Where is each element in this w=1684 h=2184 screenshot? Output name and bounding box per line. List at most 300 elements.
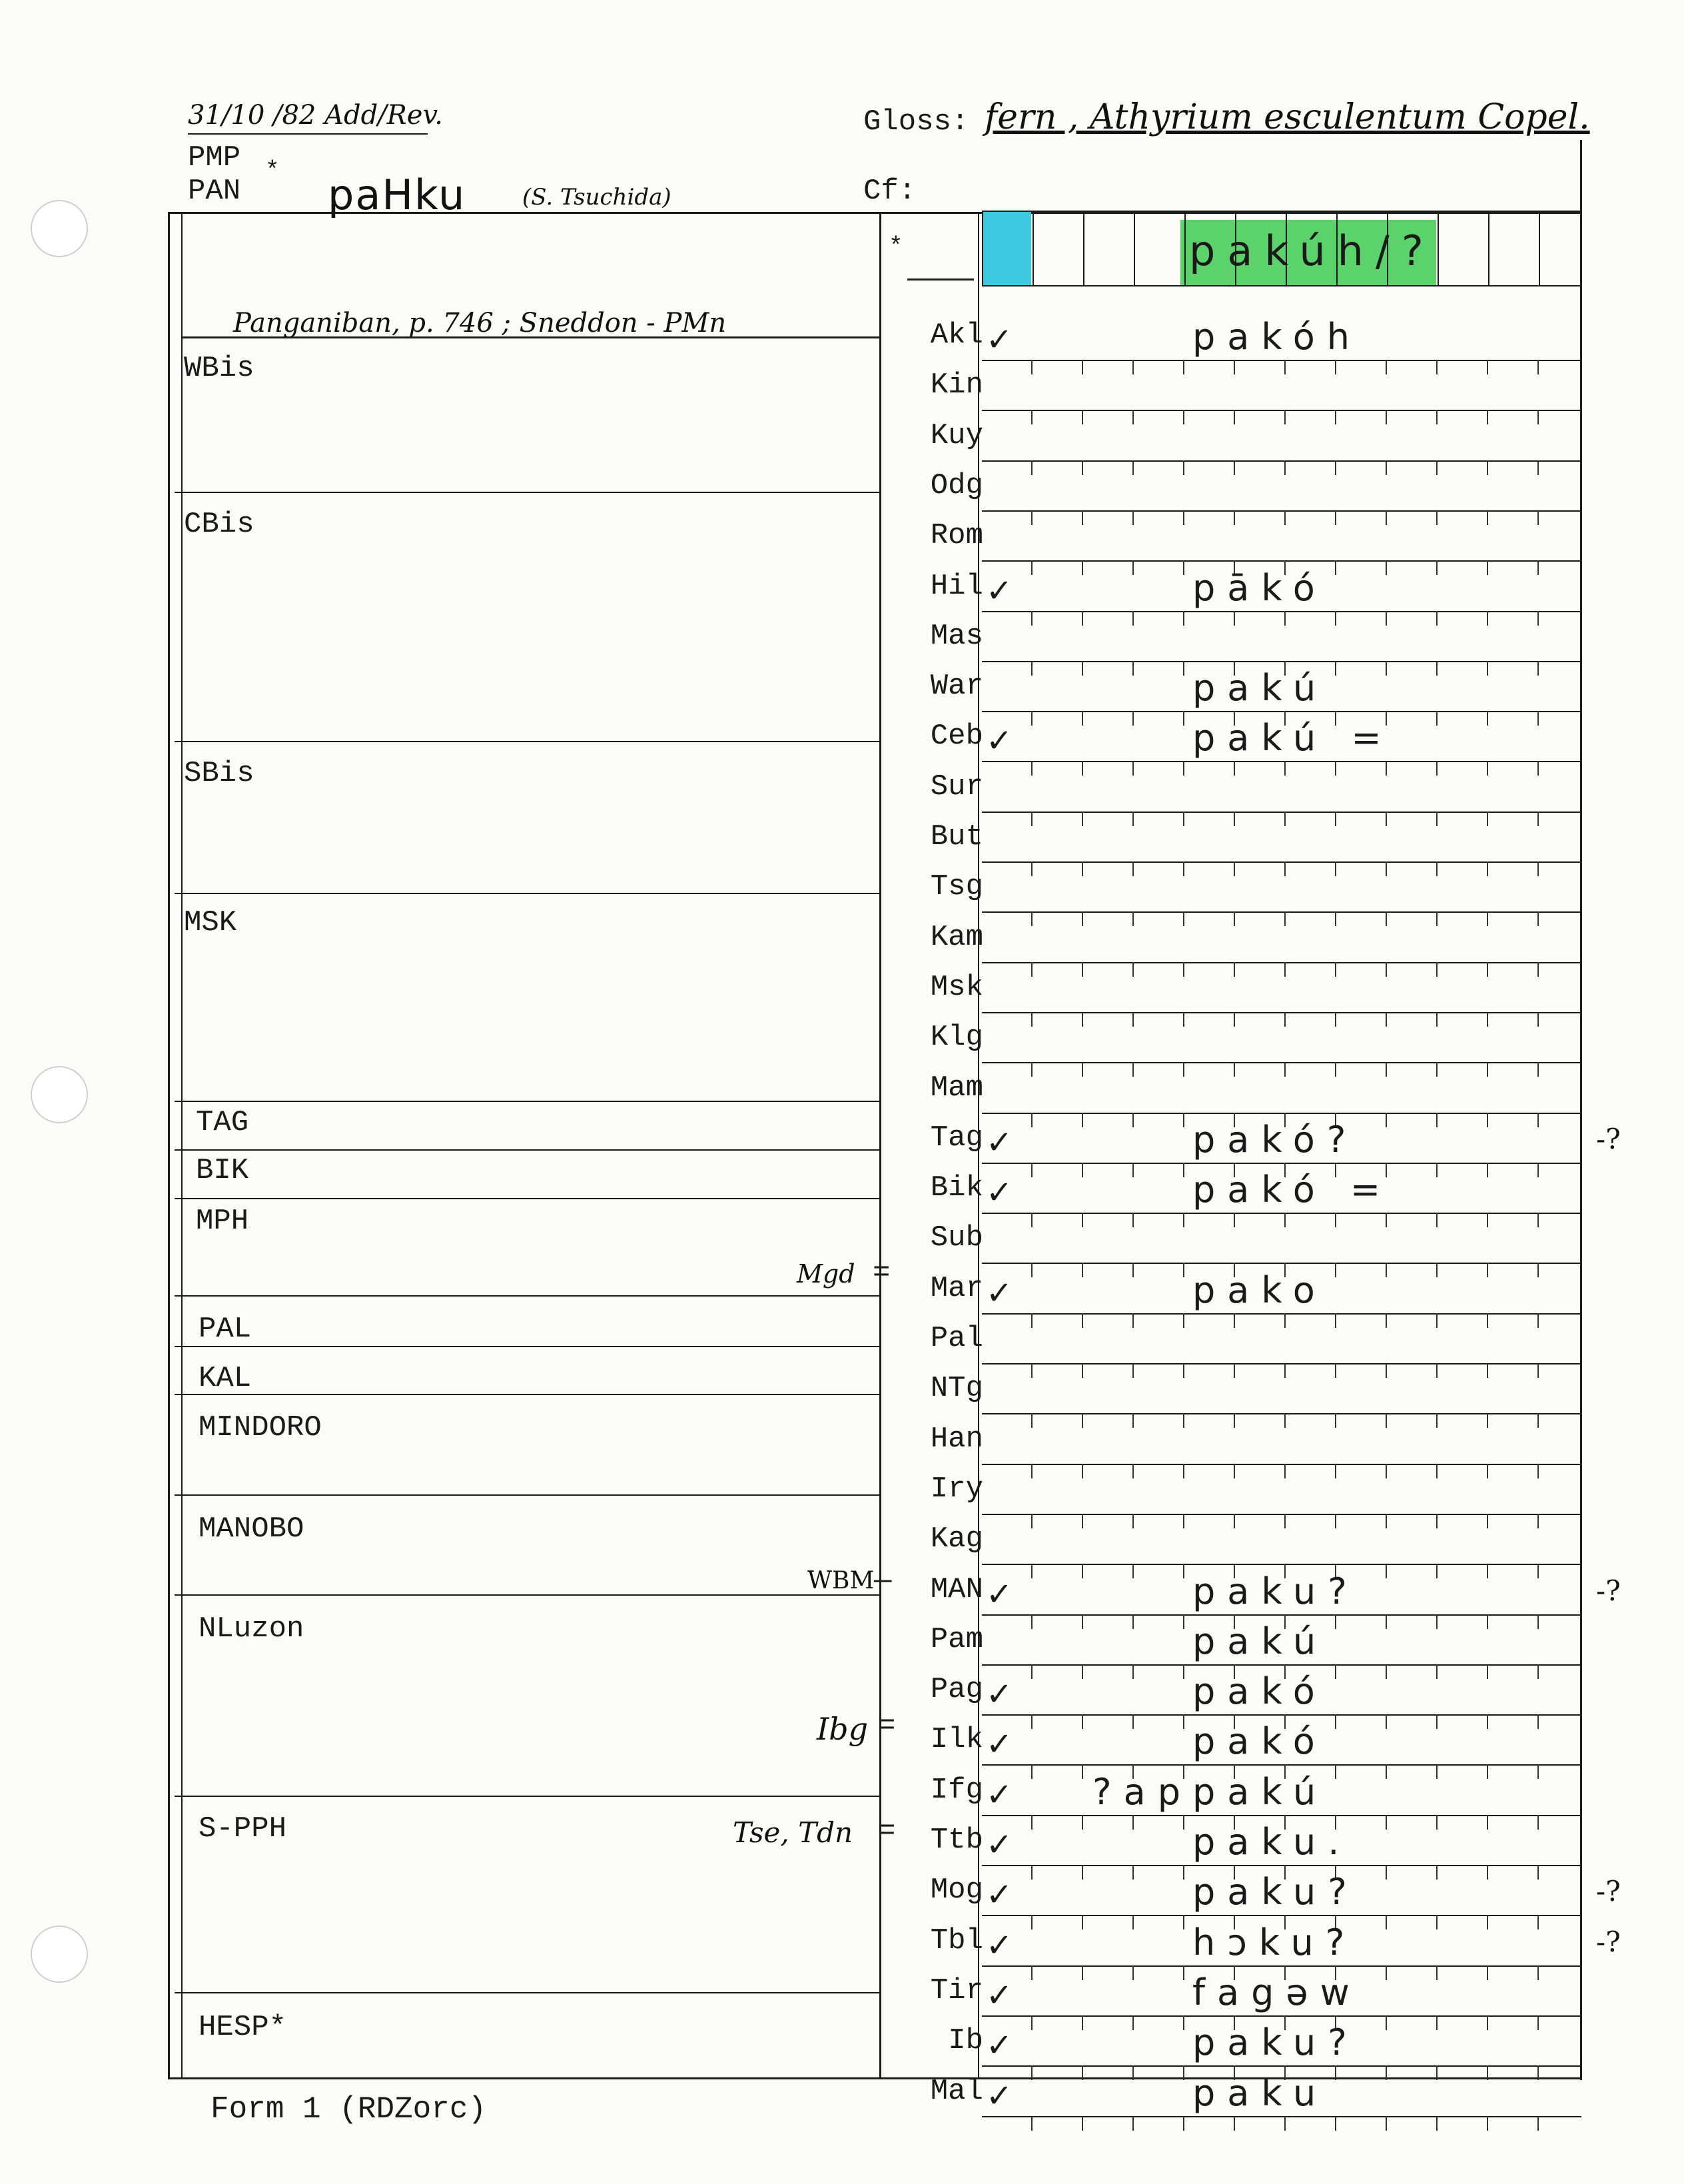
row-tick bbox=[1386, 360, 1387, 374]
row-line bbox=[982, 861, 1581, 863]
row-tick bbox=[1132, 560, 1134, 575]
row-tick bbox=[1436, 2065, 1438, 2080]
row-tick bbox=[1537, 1213, 1539, 1227]
row-form: pakó = bbox=[1192, 1169, 1393, 1211]
row-form: pakú bbox=[1192, 667, 1328, 710]
row-tick bbox=[1436, 911, 1438, 926]
row-tick bbox=[1386, 1313, 1387, 1328]
row-tick bbox=[1132, 1865, 1134, 1880]
row-tick bbox=[1284, 962, 1286, 977]
row-tick bbox=[1183, 1313, 1184, 1328]
row-tick bbox=[1537, 510, 1539, 525]
row-tick bbox=[1284, 1413, 1286, 1428]
row-tick bbox=[1132, 911, 1134, 926]
row-tick bbox=[1183, 1113, 1184, 1127]
row-tick bbox=[1386, 1714, 1387, 1729]
row-tick bbox=[1183, 2015, 1184, 2030]
row-tick bbox=[1183, 861, 1184, 876]
group-label: MPH bbox=[196, 1205, 249, 1238]
language-abbr: Sur bbox=[930, 770, 983, 804]
row-tick bbox=[1537, 812, 1539, 826]
group-label: S-PPH bbox=[199, 1812, 287, 1846]
row-tick bbox=[1132, 962, 1134, 977]
row-form: hɔku? bbox=[1192, 1921, 1357, 1963]
row-tick bbox=[1335, 1664, 1336, 1679]
row-tick bbox=[1537, 1313, 1539, 1328]
row-tick bbox=[1183, 1915, 1184, 1929]
form-footer: Form 1 (RDZorc) bbox=[210, 2092, 487, 2127]
row-tick bbox=[1537, 1865, 1539, 1880]
row-tick bbox=[1031, 2015, 1033, 2030]
row-tick bbox=[1386, 510, 1387, 525]
row-tick bbox=[1183, 2065, 1184, 2080]
row-tick bbox=[1234, 962, 1235, 977]
row-tick bbox=[1183, 410, 1184, 424]
row-tick bbox=[1537, 1113, 1539, 1127]
side-note-ibg-equals: = bbox=[878, 1710, 896, 1743]
row-tick bbox=[1487, 1213, 1488, 1227]
row-tick bbox=[1436, 861, 1438, 876]
row-line bbox=[982, 1163, 1581, 1164]
punch-hole-middle bbox=[31, 1066, 88, 1123]
row-check-mark: ✓ bbox=[986, 1826, 1013, 1864]
row-tick bbox=[1082, 1012, 1083, 1027]
reconstruction-cell-divider bbox=[1336, 211, 1338, 285]
row-tick bbox=[1386, 962, 1387, 977]
row-tick bbox=[1234, 812, 1235, 826]
row-form: paku bbox=[1192, 2071, 1328, 2114]
row-tick bbox=[1537, 1965, 1539, 1980]
row-tick bbox=[1386, 611, 1387, 626]
row-tick bbox=[1537, 1464, 1539, 1478]
side-note-wbm-dash: — bbox=[874, 1564, 892, 1598]
row-tick bbox=[1183, 1413, 1184, 1428]
row-tick bbox=[1487, 2065, 1488, 2080]
row-tick bbox=[1183, 812, 1184, 826]
gloss-value: fern , Athyrium esculentum Copel. bbox=[985, 97, 1590, 137]
row-tick bbox=[1487, 1564, 1488, 1578]
row-tick bbox=[1386, 1664, 1387, 1679]
date-underline bbox=[188, 133, 428, 135]
group-separator bbox=[175, 1494, 881, 1496]
row-tick bbox=[1487, 1464, 1488, 1478]
row-tick bbox=[1132, 1664, 1134, 1679]
row-tick bbox=[1487, 460, 1488, 475]
row-tick bbox=[1487, 962, 1488, 977]
row-tick bbox=[1487, 1363, 1488, 1378]
row-tick bbox=[1183, 1062, 1184, 1077]
row-tick bbox=[1436, 962, 1438, 977]
row-tick bbox=[1183, 1865, 1184, 1880]
group-separator bbox=[175, 893, 881, 894]
row-tick bbox=[1031, 360, 1033, 374]
group-separator bbox=[175, 1394, 881, 1395]
row-tick bbox=[1335, 1714, 1336, 1729]
group-label: WBis bbox=[184, 352, 254, 385]
row-line bbox=[982, 1363, 1581, 1365]
language-abbr: Kuy bbox=[930, 418, 983, 452]
language-abbr: Tsg bbox=[930, 870, 983, 904]
row-tick bbox=[1537, 1514, 1539, 1528]
row-tick bbox=[1031, 1213, 1033, 1227]
row-tick bbox=[1537, 360, 1539, 374]
reference-note: Panganiban, p. 746 ; Sneddon - PMn bbox=[233, 308, 727, 338]
language-abbr: Pam bbox=[930, 1622, 983, 1656]
row-tick bbox=[1284, 1464, 1286, 1478]
row-tick bbox=[1183, 711, 1184, 726]
row-tick bbox=[1082, 611, 1083, 626]
row-tick bbox=[1487, 1764, 1488, 1779]
row-tick bbox=[1132, 510, 1134, 525]
row-tick bbox=[1487, 911, 1488, 926]
row-tick bbox=[1234, 410, 1235, 424]
form-bottom-border bbox=[168, 2077, 1580, 2079]
row-tick bbox=[1436, 1313, 1438, 1328]
row-tick bbox=[1487, 410, 1488, 424]
row-check-mark: ✓ bbox=[986, 1676, 1013, 1714]
row-tick bbox=[1082, 360, 1083, 374]
row-tick bbox=[1284, 510, 1286, 525]
row-tick bbox=[1082, 1163, 1083, 1177]
side-note-mgd-equals: = bbox=[873, 1257, 891, 1290]
row-tick bbox=[1183, 1614, 1184, 1629]
language-abbr: Pal bbox=[930, 1322, 983, 1355]
row-tick bbox=[1436, 1514, 1438, 1528]
language-abbr: Kag bbox=[930, 1522, 983, 1556]
row-check-mark: ✓ bbox=[986, 321, 1013, 358]
pmp-label: PMP bbox=[188, 141, 241, 175]
row-tick bbox=[1284, 761, 1286, 776]
language-abbr: Mam bbox=[930, 1071, 983, 1105]
row-tick bbox=[1284, 812, 1286, 826]
row-tick bbox=[1031, 1313, 1033, 1328]
row-tick bbox=[1031, 410, 1033, 424]
row-tick bbox=[1082, 1263, 1083, 1277]
row-tick bbox=[1234, 1213, 1235, 1227]
row-tick bbox=[1031, 1815, 1033, 1830]
row-tick bbox=[1082, 1313, 1083, 1328]
group-separator bbox=[175, 1198, 881, 1199]
row-tick bbox=[1183, 1213, 1184, 1227]
row-tick bbox=[1284, 2116, 1286, 2131]
row-tick bbox=[1082, 1413, 1083, 1428]
row-tick bbox=[1436, 460, 1438, 475]
row-tick bbox=[1487, 1865, 1488, 1880]
language-abbr: War bbox=[930, 670, 983, 704]
row-tick bbox=[1386, 1012, 1387, 1027]
row-tick bbox=[1537, 1714, 1539, 1729]
row-tick bbox=[1183, 611, 1184, 626]
row-tick bbox=[1082, 911, 1083, 926]
row-tick bbox=[1031, 761, 1033, 776]
row-tick bbox=[1537, 1062, 1539, 1077]
date-stamp: 31/10 /82 Add/Rev. bbox=[188, 100, 444, 131]
row-line bbox=[982, 1062, 1581, 1063]
group-label: TAG bbox=[196, 1106, 249, 1139]
row-line bbox=[982, 410, 1581, 411]
row-tick bbox=[1537, 2116, 1539, 2131]
row-tick bbox=[1537, 861, 1539, 876]
reconstruction-cell-divider bbox=[1539, 211, 1540, 285]
language-abbr: Mal bbox=[930, 2074, 983, 2108]
row-tick bbox=[1082, 1865, 1083, 1880]
reconstruction-cell-divider bbox=[1286, 211, 1287, 285]
row-tick bbox=[1386, 1965, 1387, 1980]
row-tick bbox=[1284, 1012, 1286, 1027]
row-tick bbox=[1537, 1815, 1539, 1830]
language-abbr: Rom bbox=[930, 519, 983, 553]
row-tick bbox=[1487, 2116, 1488, 2131]
row-tick bbox=[1183, 1664, 1184, 1679]
row-tick bbox=[1487, 560, 1488, 575]
row-tick bbox=[1436, 1363, 1438, 1378]
row-tick bbox=[1082, 1464, 1083, 1478]
row-tick bbox=[1386, 1113, 1387, 1127]
row-line bbox=[982, 1664, 1581, 1666]
row-side-note: -? bbox=[1596, 1122, 1621, 1155]
row-tick bbox=[1031, 510, 1033, 525]
language-abbr: MAN bbox=[930, 1572, 983, 1606]
row-tick bbox=[1386, 911, 1387, 926]
row-tick bbox=[1386, 1464, 1387, 1478]
row-tick bbox=[1436, 1664, 1438, 1679]
language-abbr: Tir bbox=[930, 1973, 983, 2007]
row-side-note: -? bbox=[1596, 1875, 1621, 1908]
row-tick bbox=[1082, 2116, 1083, 2131]
protoform: paHku bbox=[328, 171, 466, 219]
reconstruction-cell-divider bbox=[1235, 211, 1236, 285]
row-tick bbox=[1031, 1714, 1033, 1729]
language-abbr: Iry bbox=[930, 1472, 983, 1506]
row-tick bbox=[1386, 812, 1387, 826]
row-tick bbox=[1082, 1213, 1083, 1227]
row-tick bbox=[1335, 360, 1336, 374]
row-form: pakó bbox=[1192, 1720, 1327, 1763]
row-tick bbox=[1335, 1464, 1336, 1478]
row-tick bbox=[1284, 1514, 1286, 1528]
row-tick bbox=[1537, 1413, 1539, 1428]
row-form: pākó bbox=[1192, 566, 1327, 609]
row-tick bbox=[1031, 911, 1033, 926]
group-label: HESP* bbox=[199, 2011, 287, 2044]
row-tick bbox=[1082, 661, 1083, 676]
row-tick bbox=[1082, 1614, 1083, 1629]
row-tick bbox=[1487, 661, 1488, 676]
language-abbr: Mog bbox=[930, 1874, 983, 1908]
row-check-mark: ✓ bbox=[986, 2077, 1013, 2115]
row-tick bbox=[1386, 410, 1387, 424]
row-tick bbox=[1386, 460, 1387, 475]
row-line bbox=[982, 1213, 1581, 1214]
row-check-mark: ✓ bbox=[986, 572, 1013, 610]
row-tick bbox=[1386, 2015, 1387, 2030]
row-tick bbox=[1335, 1313, 1336, 1328]
language-abbr: Ib bbox=[948, 2024, 983, 2058]
row-tick bbox=[1436, 560, 1438, 575]
row-tick bbox=[1386, 861, 1387, 876]
row-tick bbox=[1487, 861, 1488, 876]
row-check-mark: ✓ bbox=[986, 1776, 1013, 1814]
language-abbr: Mas bbox=[930, 619, 983, 653]
row-line bbox=[982, 560, 1581, 562]
row-tick bbox=[1386, 1413, 1387, 1428]
row-tick bbox=[1335, 410, 1336, 424]
row-tick bbox=[1436, 1614, 1438, 1629]
row-tick bbox=[1284, 611, 1286, 626]
reconstruction-cell-divider bbox=[1184, 211, 1186, 285]
row-tick bbox=[1132, 1413, 1134, 1428]
group-separator bbox=[175, 1149, 881, 1151]
row-tick bbox=[1386, 761, 1387, 776]
row-tick bbox=[1234, 1413, 1235, 1428]
row-tick bbox=[1082, 1363, 1083, 1378]
row-tick bbox=[1183, 1263, 1184, 1277]
group-label: PAL bbox=[199, 1313, 252, 1346]
reconstruction-cell-divider bbox=[1387, 211, 1388, 285]
row-tick bbox=[1537, 761, 1539, 776]
row-line bbox=[982, 1965, 1581, 1967]
row-tick bbox=[1436, 2015, 1438, 2030]
row-tick bbox=[1436, 711, 1438, 726]
row-tick bbox=[1132, 460, 1134, 475]
row-tick bbox=[1132, 1012, 1134, 1027]
row-tick bbox=[1132, 1965, 1134, 1980]
reconstruction-cell-divider bbox=[1083, 211, 1084, 285]
row-tick bbox=[1487, 1012, 1488, 1027]
row-line bbox=[982, 1514, 1581, 1515]
row-tick bbox=[1386, 2065, 1387, 2080]
row-tick bbox=[1031, 1564, 1033, 1578]
language-abbr: Bik bbox=[930, 1171, 983, 1205]
language-abbr: NTg bbox=[930, 1372, 983, 1406]
row-tick bbox=[1487, 812, 1488, 826]
row-tick bbox=[1082, 2015, 1083, 2030]
pan-star: * bbox=[265, 157, 280, 185]
row-tick bbox=[1183, 1815, 1184, 1830]
row-check-mark: ✓ bbox=[986, 1726, 1013, 1764]
row-tick bbox=[1082, 460, 1083, 475]
row-tick bbox=[1132, 2065, 1134, 2080]
row-tick bbox=[1183, 1012, 1184, 1027]
row-tick bbox=[1487, 1113, 1488, 1127]
language-abbr: Ifg bbox=[930, 1773, 983, 1807]
row-tick bbox=[1234, 611, 1235, 626]
row-tick bbox=[1031, 962, 1033, 977]
row-tick bbox=[1031, 1062, 1033, 1077]
row-tick bbox=[1537, 1564, 1539, 1578]
row-check-mark: ✓ bbox=[986, 1976, 1013, 2014]
row-tick bbox=[1335, 1062, 1336, 1077]
row-tick bbox=[1487, 1514, 1488, 1528]
row-tick bbox=[1132, 1113, 1134, 1127]
group-separator bbox=[175, 1992, 881, 1993]
row-form: pakó bbox=[1192, 1670, 1327, 1713]
row-tick bbox=[1082, 1113, 1083, 1127]
reconstruction-form: pakúh/? bbox=[1189, 227, 1436, 275]
row-side-note: -? bbox=[1596, 1925, 1621, 1958]
row-tick bbox=[1031, 1163, 1033, 1177]
row-tick bbox=[1386, 1865, 1387, 1880]
row-tick bbox=[1031, 1965, 1033, 1980]
side-note-ibg: Ibg bbox=[817, 1711, 869, 1747]
row-tick bbox=[1335, 2065, 1336, 2080]
row-tick bbox=[1436, 1163, 1438, 1177]
row-tick bbox=[1335, 911, 1336, 926]
row-tick bbox=[1537, 911, 1539, 926]
row-tick bbox=[1082, 1514, 1083, 1528]
row-line bbox=[982, 1815, 1581, 1816]
group-separator bbox=[175, 1594, 881, 1596]
row-tick bbox=[1031, 1764, 1033, 1779]
language-abbr: Tag bbox=[930, 1121, 983, 1155]
row-tick bbox=[1537, 1363, 1539, 1378]
side-note-tse-equals: = bbox=[878, 1815, 896, 1848]
language-abbr: Msk bbox=[930, 970, 983, 1004]
row-tick bbox=[1082, 962, 1083, 977]
row-line bbox=[982, 460, 1581, 462]
row-check-mark: ✓ bbox=[986, 1926, 1013, 1964]
row-tick bbox=[1031, 812, 1033, 826]
row-tick bbox=[1234, 1062, 1235, 1077]
row-tick bbox=[1436, 360, 1438, 374]
row-tick bbox=[1436, 611, 1438, 626]
language-abbr: Odg bbox=[930, 468, 983, 502]
language-abbr: Ttb bbox=[930, 1824, 983, 1857]
row-tick bbox=[1335, 510, 1336, 525]
row-tick bbox=[1183, 1363, 1184, 1378]
row-tick bbox=[1031, 711, 1033, 726]
row-line bbox=[982, 761, 1581, 762]
row-tick bbox=[1031, 1113, 1033, 1127]
row-line bbox=[982, 1614, 1581, 1616]
row-tick bbox=[1487, 1413, 1488, 1428]
row-tick bbox=[1335, 460, 1336, 475]
row-tick bbox=[1487, 1313, 1488, 1328]
row-tick bbox=[1537, 1764, 1539, 1779]
row-tick bbox=[1234, 1464, 1235, 1478]
row-tick bbox=[1487, 1965, 1488, 1980]
row-tick bbox=[1386, 1263, 1387, 1277]
row-tick bbox=[1487, 611, 1488, 626]
row-tick bbox=[1386, 1062, 1387, 1077]
row-tick bbox=[1537, 1664, 1539, 1679]
row-tick bbox=[1031, 1514, 1033, 1528]
row-tick bbox=[1386, 1564, 1387, 1578]
row-tick bbox=[1335, 1213, 1336, 1227]
row-tick bbox=[1031, 661, 1033, 676]
row-tick bbox=[1031, 1363, 1033, 1378]
row-tick bbox=[1487, 1062, 1488, 1077]
row-tick bbox=[1436, 1714, 1438, 1729]
row-tick bbox=[1132, 761, 1134, 776]
row-tick bbox=[1487, 761, 1488, 776]
row-tick bbox=[1487, 1815, 1488, 1830]
row-check-mark: ✓ bbox=[986, 1123, 1013, 1161]
row-tick bbox=[1284, 1313, 1286, 1328]
row-tick bbox=[1335, 1514, 1336, 1528]
row-check-mark: ✓ bbox=[986, 1274, 1013, 1312]
row-tick bbox=[1436, 510, 1438, 525]
group-label: SBis bbox=[184, 757, 254, 790]
row-tick bbox=[1537, 460, 1539, 475]
language-abbr: Ceb bbox=[930, 720, 983, 754]
row-tick bbox=[1082, 761, 1083, 776]
row-tick bbox=[1031, 1915, 1033, 1929]
row-tick bbox=[1386, 1764, 1387, 1779]
row-line bbox=[982, 1263, 1581, 1264]
row-tick bbox=[1436, 1113, 1438, 1127]
row-line bbox=[982, 1113, 1581, 1114]
